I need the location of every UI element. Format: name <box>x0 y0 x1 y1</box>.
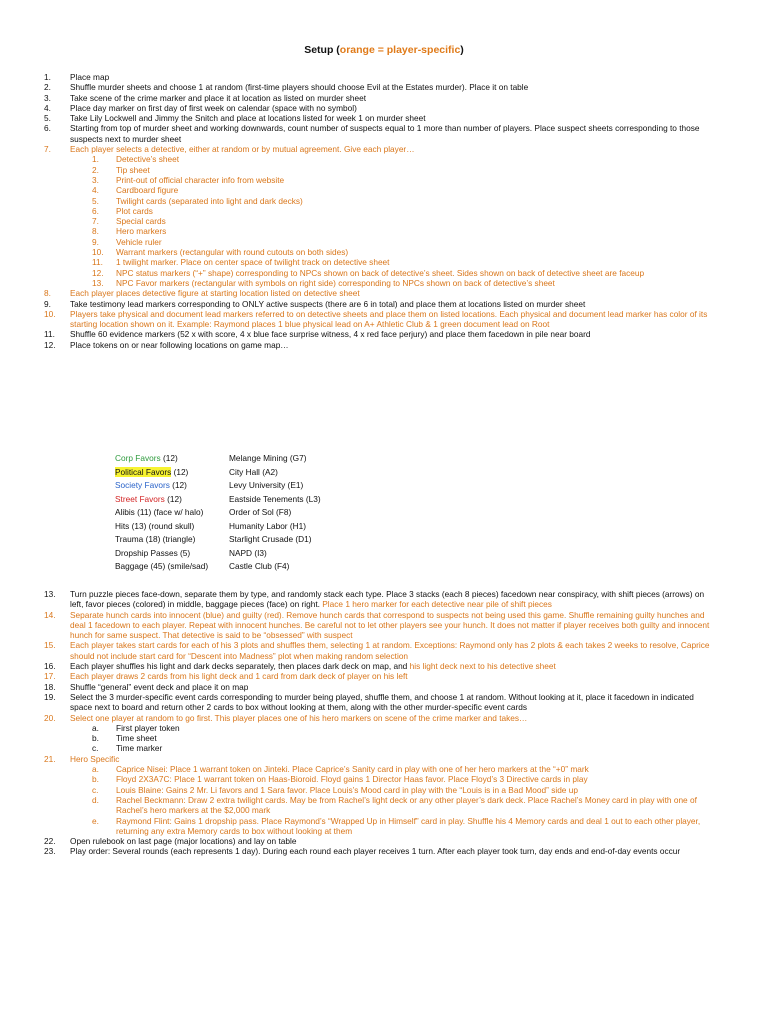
sub-list-item <box>0 723 768 733</box>
item-number: c. <box>92 784 99 795</box>
item-text: Twilight cards (separated into light and dark decks) <box>116 195 303 206</box>
item-text: Each player selects a detective, either at random or by mutual agreement. Give each player… <box>70 144 415 155</box>
token-name: Street Favors <box>115 493 165 504</box>
item-number: 4. <box>92 185 99 196</box>
token-count: (12) <box>169 480 187 490</box>
title-prefix: Setup ( <box>304 44 340 56</box>
item-text: Floyd 2X3A7C: Place 1 warrant token on Haas-Bioroid. Floyd gains 1 Director Haas favor. Place Floyd’s 3 Directive cards in play <box>116 774 588 785</box>
item-number: 2. <box>92 164 99 175</box>
token-count: (12) <box>171 466 189 477</box>
sub-list-item <box>0 216 768 226</box>
item-text: Print-out of official character info from website <box>116 174 285 185</box>
token-location: Castle Club (F4) <box>229 561 290 571</box>
item-text: Place day marker on first day of first week on calendar (space with no symbol) <box>70 102 357 113</box>
item-text: Raymond Flint: Gains 1 dropship pass. Place Raymond’s “Wrapped Up in Himself” card in play. Shuffle his 4 Memory cards and deal 1 out to each other player, returning any extra Memory cards to box without looking at them <box>116 815 701 836</box>
item-text: Separate hunch cards into innocent (blue) and guilty (red). Remove hunch cards that correspond to suspects not being used this game. Shuffle remaining guilty hunches and deal 1 facedown to each player. Repeat with innocent hunches. Be careful not to let other players see your hunch. It does not matter if player receives both guilty and innocent hunch for same suspect. That detective is said to be “obsessed” with suspect <box>70 609 710 641</box>
list-item <box>0 103 768 113</box>
list-item <box>0 692 768 713</box>
title-orange-note: orange = player-specific <box>339 44 461 56</box>
list-item <box>0 340 768 350</box>
setup-steps-list-continued <box>0 589 768 857</box>
list-item <box>0 661 768 671</box>
item-number: d. <box>92 794 99 805</box>
item-text: Vehicle ruler <box>116 236 162 247</box>
item-text: Each player places detective figure at starting location listed on detective sheet <box>70 288 360 299</box>
token-name: Alibis (11) (face w/ halo) <box>115 507 204 517</box>
sub-list-item <box>0 785 768 795</box>
item-number: 3. <box>44 92 51 103</box>
item-text: Take testimony lead markers corresponding to ONLY active suspects (there are 6 in total) and place them at locations listed on murder sheet <box>70 298 586 309</box>
item-text: Special cards <box>116 216 166 227</box>
list-item <box>0 144 768 154</box>
item-text: Warrant markers (rectangular with round cutouts on both sides) <box>116 247 349 258</box>
token-location: Order of Sol (F8) <box>229 507 292 517</box>
item-number: 4. <box>44 102 51 113</box>
item-number: 15. <box>44 640 56 651</box>
token-entry <box>115 547 190 561</box>
token-name: Baggage (45) (smile/sad) <box>115 561 209 571</box>
item-number: 1. <box>44 72 51 82</box>
setup-steps-list <box>0 72 768 350</box>
item-text: Cardboard figure <box>116 185 179 196</box>
token-location: Melange Mining (G7) <box>229 453 307 463</box>
list-item <box>0 329 768 339</box>
token-name: Dropship Passes (5) <box>115 547 191 558</box>
item-text: his light deck next to his detective sheet <box>409 661 556 672</box>
sub-list-item <box>0 237 768 247</box>
item-text: Hero markers <box>116 226 167 237</box>
item-text: Play order: Several rounds (each represents 1 day). During each round each player receives 1 turn. After each player took turn, day ends and end-of-day events occur <box>70 846 681 857</box>
item-text: NPC status markers (“+” shape) corresponding to NPCs shown on back of detective’s sheet. Sides shown on back of detective sheet are faceup <box>116 267 645 278</box>
token-entry <box>115 533 195 547</box>
list-item <box>0 309 768 330</box>
item-number: 5. <box>92 195 99 206</box>
sub-list-item <box>0 185 768 195</box>
item-number: e. <box>92 815 99 826</box>
item-text: Place map <box>70 72 110 82</box>
list-item <box>0 671 768 681</box>
item-number: 10. <box>92 247 104 258</box>
list-item <box>0 113 768 123</box>
sub-list-item <box>0 764 768 774</box>
item-number: 7. <box>44 144 51 155</box>
item-text: 1 twilight marker. Place on center space of twilight track on detective sheet <box>116 257 390 268</box>
item-text: Select the 3 murder-specific event cards corresponding to murder being played, shuffle them, and choose 1 at random. Without looking at it, place it facedown in indicated space next to board and return other 2 cards to box without looking at them, along with the other murder-specific event cards <box>70 691 694 713</box>
item-number: c. <box>92 743 99 754</box>
item-text: Shuffle murder sheets and choose 1 at random (first-time players should choose Evil at the Estates murder). Place it on table <box>70 82 529 93</box>
token-count: (12) <box>160 453 178 463</box>
token-entry <box>115 479 187 493</box>
item-number: a. <box>92 722 99 733</box>
item-number: 17. <box>44 671 56 682</box>
token-entry <box>115 452 178 466</box>
item-number: 6. <box>44 123 51 134</box>
item-text: Each player draws 2 cards from his light deck and 1 card from dark deck of player on his left <box>70 671 408 682</box>
item-text: Shuffle 60 evidence markers (52 x with score, 4 x blue face surprise witness, 4 x red face perjury) and place them facedown in pile near board <box>70 329 591 340</box>
title-suffix: ) <box>460 44 464 56</box>
item-number: 13. <box>44 589 56 599</box>
item-text: Shuffle “general” event deck and place it on map <box>70 681 249 692</box>
token-count: (12) <box>164 493 182 504</box>
item-text: Tip sheet <box>116 164 150 175</box>
item-number: 11. <box>44 329 55 340</box>
item-number: 1. <box>92 154 99 165</box>
item-number: 19. <box>44 691 56 702</box>
item-text: Time sheet <box>116 733 157 744</box>
token-name: Hits (13) (round skull) <box>115 520 195 531</box>
item-text: NPC Favor markers (rectangular with symbols on right side) corresponding to NPCs shown on back of detective’s sheet <box>116 277 555 288</box>
item-text: Starting from top of murder sheet and working downwards, count number of suspects equal to 1 more than number of players. Place suspect sheets corresponding to those suspects next to murder sheet <box>70 123 700 144</box>
list-item <box>0 754 768 764</box>
list-item <box>0 610 768 641</box>
list-item <box>0 846 768 856</box>
sub-list-item <box>0 226 768 236</box>
item-text: Caprice Nisei: Place 1 warrant token on Jinteki. Place Caprice’s Sanity card in play with one of her hero markers at the “+0” mark <box>116 764 589 775</box>
item-number: b. <box>92 733 99 744</box>
sub-list-item <box>0 196 768 206</box>
sub-list-item <box>0 268 768 278</box>
sub-list-item <box>0 816 768 837</box>
list-item <box>0 93 768 103</box>
item-number: 2. <box>44 82 51 93</box>
item-number: 6. <box>92 205 99 216</box>
sub-list-item <box>0 733 768 743</box>
list-item <box>0 82 768 92</box>
item-number: 13. <box>92 277 104 288</box>
sub-list-item <box>0 278 768 288</box>
item-number: 3. <box>92 174 99 185</box>
item-text: Each player takes start cards for each of his 3 plots and shuffles them, selecting 1 at random. Exceptions: Raymond only has 2 plots & each takes 2 weeks to resolve, Caprice should not include start card for “Descent into Madness” plot when making random selection <box>70 640 710 661</box>
token-entry <box>115 520 194 534</box>
token-name: Trauma (18) (triangle) <box>115 534 196 544</box>
item-number: 12. <box>92 267 104 278</box>
sub-list-item <box>0 175 768 185</box>
token-location: Humanity Labor (H1) <box>229 520 307 531</box>
item-text: Rachel Beckmann: Draw 2 extra twilight cards. May be from Rachel’s light deck or any other player’s dark deck. Place Rachel’s Money card in play with one of Rachel’s hero markers at the $2,000 mark <box>116 794 697 816</box>
page-title <box>0 44 768 56</box>
token-entry <box>115 560 208 574</box>
token-name: Corp Favors <box>115 453 161 463</box>
item-text: Place tokens on or near following locations on game map… <box>70 339 289 350</box>
sub-list-item <box>0 743 768 753</box>
token-entry <box>115 493 182 507</box>
sub-list-item <box>0 165 768 175</box>
item-number: 8. <box>44 288 51 299</box>
item-text: Select one player at random to go first. This player places one of his hero markers on scene of the crime marker and takes… <box>70 712 528 723</box>
item-text: Turn puzzle pieces face-down, separate them by type, and randomly stack each type. Place 3 stacks (each 8 pieces) facedown near conspiracy, with shift pieces (arrows) on left, favor pieces (colored) in middle, baggage pieces (face) on right. <box>70 589 705 610</box>
token-location: NAPD (I3) <box>229 547 267 558</box>
item-text: Louis Blaine: Gains 2 Mr. Li favors and 1 Sara favor. Place Louis’s Mood card in play with the “Louis is in a Bad Mood” side up <box>116 784 578 795</box>
item-text: Players take physical and document lead markers referred to on detective sheets and place them on listed locations. Each physical and document lead marker has color of its starting location shown on it. Example: Raymond places 1 blue physical lead on A+ Athletic Club & 1 green document lead on Root <box>70 308 708 330</box>
item-number: 7. <box>92 216 99 227</box>
list-item <box>0 299 768 309</box>
item-text: Detective’s sheet <box>116 154 180 165</box>
list-item <box>0 682 768 692</box>
list-item <box>0 72 768 82</box>
list-item <box>0 123 768 144</box>
item-text: Hero Specific <box>70 753 120 764</box>
token-location: Levy University (E1) <box>229 480 304 490</box>
item-number: 14. <box>44 609 56 620</box>
token-location: Starlight Crusade (D1) <box>229 534 312 544</box>
item-text: Take Lily Lockwell and Jimmy the Snitch and place at locations listed for week 1 on murder sheet <box>70 113 426 124</box>
list-item <box>0 640 768 661</box>
item-number: 5. <box>44 113 51 124</box>
item-text: Take scene of the crime marker and place it at location as listed on murder sheet <box>70 92 367 103</box>
list-item <box>0 288 768 298</box>
item-text: First player token <box>116 722 180 733</box>
token-entry <box>115 466 188 480</box>
item-number: 8. <box>92 226 99 237</box>
item-text: Open rulebook on last page (major locations) and lay on table <box>70 836 297 847</box>
sub-list-item <box>0 247 768 257</box>
token-name: Political Favors <box>115 466 172 477</box>
item-number: 21. <box>44 753 56 764</box>
sub-list-item <box>0 795 768 816</box>
item-number: 16. <box>44 661 56 672</box>
list-item <box>0 589 768 610</box>
item-text: Place 1 hero marker for each detective near pile of shift pieces <box>322 599 552 610</box>
list-item <box>0 836 768 846</box>
item-number: 20. <box>44 712 56 723</box>
sub-list-item <box>0 206 768 216</box>
item-number: 11. <box>92 257 103 268</box>
token-name: Society Favors <box>115 480 170 490</box>
item-text: Plot cards <box>116 205 153 216</box>
item-text: Each player shuffles his light and dark decks separately, then places dark deck on map, and <box>70 661 410 672</box>
item-number: 23. <box>44 846 56 857</box>
token-location: City Hall (A2) <box>229 466 278 477</box>
item-text: Time marker <box>116 743 163 754</box>
item-number: b. <box>92 774 99 785</box>
item-number: 12. <box>44 339 56 350</box>
item-number: a. <box>92 764 99 775</box>
sub-list-item <box>0 774 768 784</box>
sub-list-item <box>0 154 768 164</box>
list-item <box>0 713 768 723</box>
item-number: 18. <box>44 681 56 692</box>
token-entry <box>115 506 203 520</box>
item-number: 9. <box>44 298 51 309</box>
item-number: 9. <box>92 236 99 247</box>
item-number: 22. <box>44 836 56 847</box>
token-location: Eastside Tenements (L3) <box>229 493 321 504</box>
sub-list-item <box>0 257 768 267</box>
item-number: 10. <box>44 308 56 319</box>
